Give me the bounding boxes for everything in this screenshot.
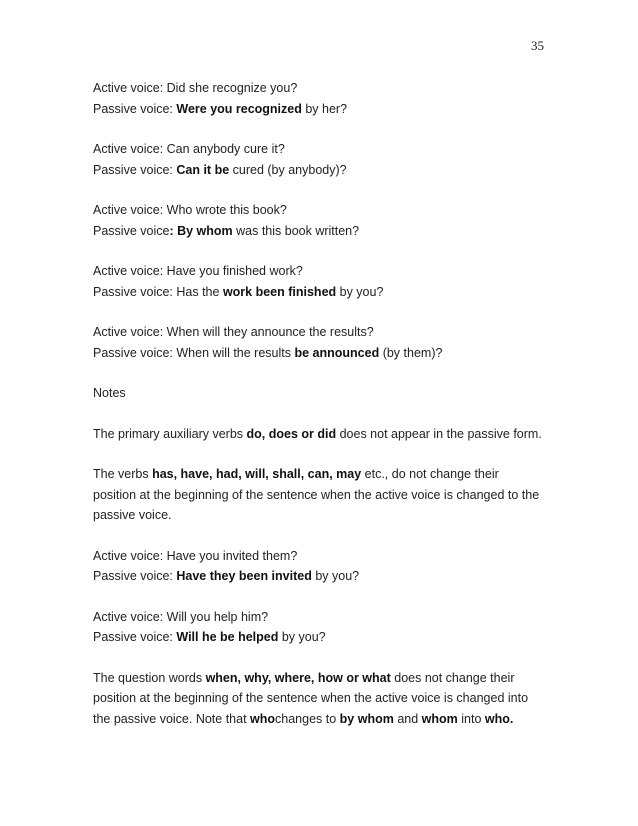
- note-emphasis: whom: [421, 711, 458, 726]
- active-voice-line: [93, 607, 553, 628]
- passive-voice-label: Passive voice: [93, 223, 170, 238]
- note-text: does not appear in the passive form.: [336, 426, 542, 441]
- active-voice-label: Active voice:: [93, 609, 167, 624]
- note-text: the passive voice. Note that: [93, 711, 251, 726]
- passive-emphasis: : By whom: [169, 223, 233, 238]
- active-voice-label: Active voice:: [93, 203, 167, 217]
- note-text: The primary auxiliary verbs: [93, 426, 247, 441]
- active-voice-line: [93, 78, 553, 99]
- passive-emphasis: Can it be: [176, 162, 230, 177]
- note-paragraph-line: [93, 709, 553, 730]
- page-number: 35: [531, 38, 544, 53]
- active-voice-line: [93, 139, 553, 160]
- note-paragraph-line: position at the beginning of the sentence when the active voice is changed into: [93, 691, 529, 705]
- note-text: does not change their: [390, 670, 515, 685]
- passive-text: by you?: [311, 569, 360, 583]
- passive-voice-label: Passive voice:: [93, 101, 177, 116]
- active-voice-sentence: Can anybody cure it?: [166, 142, 285, 156]
- active-voice-sentence: When will they announce the results?: [166, 325, 374, 339]
- passive-voice-label: Passive voice:: [93, 162, 177, 177]
- passive-voice-label: Passive voice:: [93, 630, 177, 644]
- passive-voice-line: [93, 343, 553, 364]
- passive-emphasis: be announced: [294, 345, 380, 360]
- passive-emphasis: Will he be helped: [176, 630, 279, 644]
- active-voice-sentence: Have you finished work?: [166, 264, 303, 278]
- note-emphasis: has, have, had, will, shall, can, may: [152, 467, 362, 481]
- passive-voice-line: [93, 99, 553, 120]
- notes-heading: Notes: [93, 386, 126, 400]
- passive-voice-label: Passive voice:: [93, 569, 177, 583]
- note-text: The verbs: [93, 467, 153, 481]
- passive-text: (by them)?: [379, 345, 443, 360]
- active-voice-line: [93, 322, 553, 343]
- passive-voice-line: [93, 221, 553, 242]
- passive-text: was this book written?: [232, 223, 360, 238]
- active-voice-label: Active voice:: [93, 548, 167, 563]
- passive-text: by you?: [278, 630, 326, 644]
- note-paragraph-line: [93, 464, 553, 485]
- passive-voice-line: [93, 282, 553, 303]
- passive-text: When will the results: [176, 345, 295, 360]
- note-paragraph-line: [93, 668, 553, 689]
- active-voice-label: Active voice:: [93, 264, 167, 278]
- active-voice-sentence: Will you help him?: [166, 609, 269, 624]
- active-voice-label: Active voice:: [93, 325, 167, 339]
- passive-text: Has the: [176, 284, 223, 299]
- passive-text: by her?: [301, 101, 348, 116]
- page-content: [93, 78, 553, 729]
- passive-text: by you?: [336, 284, 384, 299]
- note-emphasis: who: [250, 711, 276, 726]
- note-paragraph-line: passive voice.: [93, 508, 172, 522]
- note-text: The question words: [93, 670, 206, 685]
- active-voice-line: [93, 200, 553, 221]
- note-text: into: [457, 711, 485, 726]
- note-text: and: [393, 711, 422, 726]
- active-voice-line: [93, 261, 553, 282]
- passive-voice-label: Passive voice:: [93, 345, 177, 360]
- note-paragraph-line: position at the beginning of the sentence when the active voice is changed to the: [93, 487, 540, 502]
- passive-emphasis: work been finished: [222, 284, 337, 299]
- note-paragraph: [93, 424, 553, 445]
- active-voice-line: [93, 546, 553, 567]
- passive-emphasis: Have they been invited: [176, 569, 312, 583]
- note-emphasis: by whom: [339, 711, 394, 726]
- passive-emphasis: Were you recognized: [176, 101, 302, 116]
- passive-voice-line: [93, 160, 553, 181]
- note-text: etc., do not change their: [361, 467, 499, 481]
- passive-text: cured (by anybody)?: [229, 162, 347, 177]
- passive-voice-line: [93, 566, 553, 587]
- active-voice-sentence: Have you invited them?: [166, 548, 298, 563]
- active-voice-sentence: Who wrote this book?: [166, 203, 287, 217]
- note-text: changes to: [275, 711, 340, 726]
- passive-voice-label: Passive voice:: [93, 284, 177, 299]
- active-voice-label: Active voice:: [93, 81, 167, 95]
- passive-voice-line: [93, 627, 553, 648]
- active-voice-label: Active voice:: [93, 142, 167, 156]
- active-voice-sentence: Did she recognize you?: [166, 81, 298, 95]
- note-emphasis: who.: [484, 711, 514, 726]
- note-emphasis: when, why, where, how or what: [205, 670, 391, 685]
- note-emphasis: do, does or did: [246, 426, 337, 441]
